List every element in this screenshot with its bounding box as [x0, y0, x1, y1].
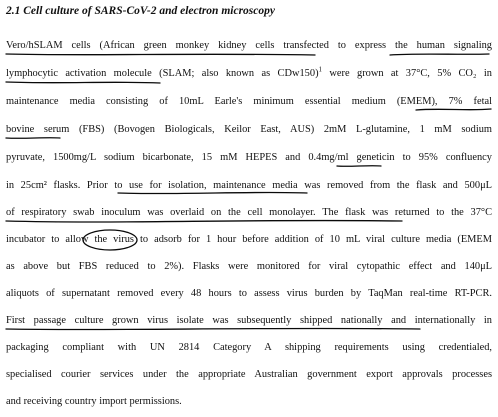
paragraph-line: specialised courier services under the appropriate Australian government export approvals processes: [6, 369, 492, 380]
underline-mark: [6, 328, 420, 329]
paragraph-line: and receiving country import permissions.: [6, 396, 182, 407]
line-text: were grown at 37°C, 5% CO₂ in: [322, 68, 493, 79]
underline-mark: [337, 166, 381, 167]
paragraph-line: [6, 67, 492, 81]
paragraph-line: incubator to allow the virus to adsorb for 1 hour before addition of 10 mL viral culture media (EMEM: [6, 234, 492, 245]
underline-mark: [416, 109, 491, 110]
paragraph-line: First passage culture grown virus isolate was subsequently shipped nationally and internationally in: [6, 315, 492, 326]
paragraph-line: in 25cm² flasks. Prior to use for isolation, maintenance media was removed from the flask and 500μL: [6, 180, 492, 191]
underline-mark: [6, 221, 402, 222]
paragraph-line: Vero/hSLAM cells (African green monkey kidney cells transfected to express the human signaling: [6, 40, 492, 51]
section-heading: 2.1 Cell culture of SARS-CoV-2 and electron microscopy: [6, 5, 275, 17]
underline-mark: [6, 138, 60, 139]
underline-mark: [390, 54, 489, 55]
line-text: lymphocytic activation molecule (SLAM; also known as CDw150): [6, 68, 319, 79]
paragraph-line: of respiratory swab inoculum was overlaid on the cell monolayer. The flask was returned to the 37°C: [6, 207, 492, 218]
underline-mark: [6, 82, 160, 83]
paragraph-line: pyruvate, 1500mg/L sodium bicarbonate, 15 mM HEPES and 0.4mg/ml geneticin to 95% confluency: [6, 152, 492, 163]
paragraph-line: aliquots of supernatant removed every 48 hours to assess virus burden by TaqMan real-time RT-PCR.: [6, 288, 492, 299]
paragraph-line: as above but FBS reduced to 2%). Flasks were monitored for viral cytopathic effect and 140μL: [6, 261, 492, 272]
paragraph-line: packaging compliant with UN 2814 Category A shipping requirements using credentialed,: [6, 342, 492, 353]
underline-mark: [6, 54, 315, 55]
footnote-marker: 1: [318, 65, 323, 74]
paragraph-line: maintenance media consisting of 10mL Earle's minimum essential medium (EMEM), 7% fetal: [6, 96, 492, 107]
paragraph-line: bovine serum (FBS) (Bovogen Biologicals, Keilor East, AUS) 2mM L-glutamine, 1 mM sodium: [6, 124, 492, 135]
